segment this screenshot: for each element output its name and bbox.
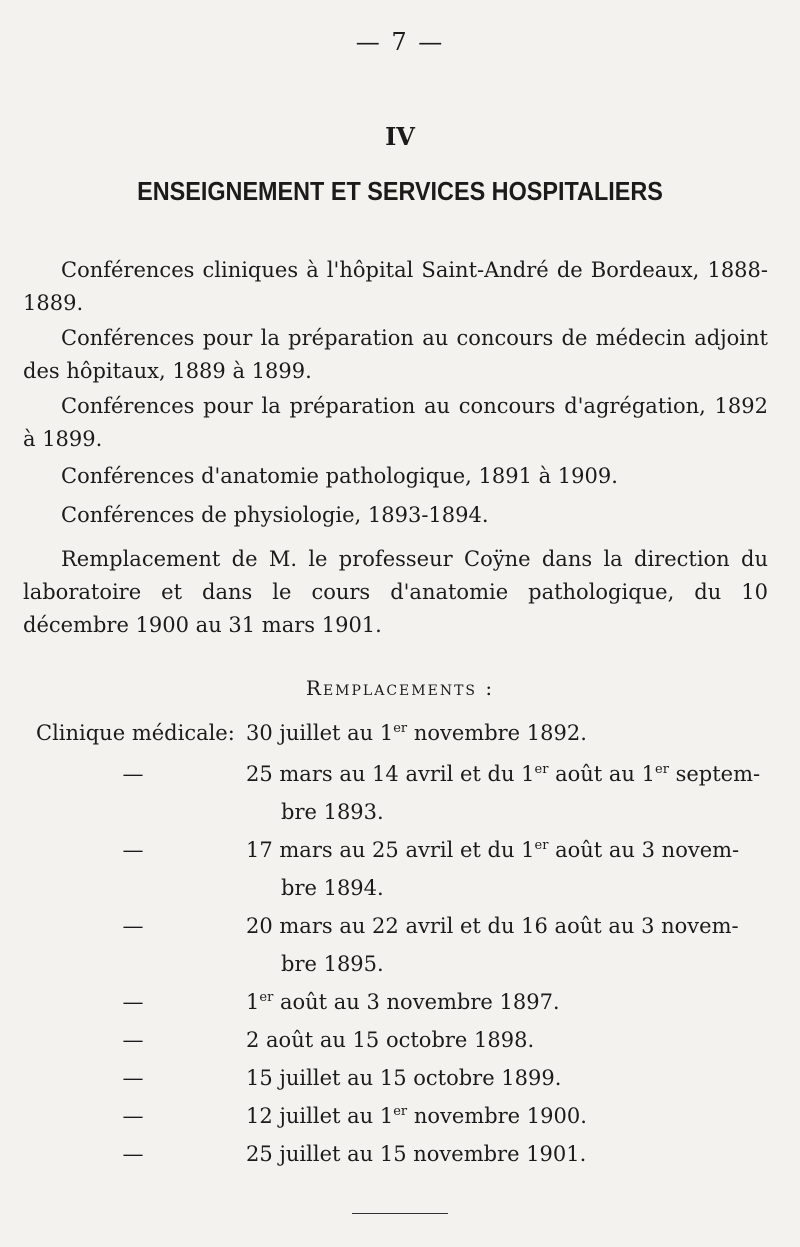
replacement-text: 17 mars au 25 avril et du 1er août au 3 novem- bre 1894. — [246, 838, 740, 900]
ditto-dash: — — [122, 838, 144, 862]
replacement-text: 20 mars au 22 avril et du 16 août au 3 novem- bre 1895. — [246, 914, 739, 976]
ditto-dash: — — [122, 990, 144, 1014]
ditto-dash: — — [122, 1142, 144, 1166]
replacement-text: 12 juillet au 1er novembre 1900. — [246, 1104, 587, 1128]
page-number: — 7 — — [355, 28, 445, 56]
paragraph-3: Conférences pour la préparation au concours d'agrégation, 1892 à 1899. — [23, 394, 768, 451]
ditto-dash: — — [122, 1066, 144, 1090]
paragraph-1: Conférences cliniques à l'hôpital Saint-André de Bordeaux, 1888-1889. — [23, 258, 768, 315]
clinic-label: Clinique médicale: — [36, 721, 235, 745]
end-rule — [352, 1213, 448, 1214]
replacement-text: 15 juillet au 15 octobre 1899. — [246, 1066, 562, 1090]
replacement-text: 30 juillet au 1er novembre 1892. — [246, 721, 587, 745]
replacement-text: 25 juillet au 15 novembre 1901. — [246, 1142, 587, 1166]
paragraph-5: Conférences de physiologie, 1893-1894. — [61, 503, 489, 527]
paragraph-2: Conférences pour la préparation au concours de médecin adjoint des hôpitaux, 1889 à 1899. — [23, 326, 768, 383]
ditto-dash: — — [122, 1104, 144, 1128]
ditto-dash: — — [122, 1028, 144, 1052]
paragraph-6: Remplacement de M. le professeur Coÿne dans la direction du laboratoire et dans le cours d'anatomie pathologique, du 10 décembre 1900 au 31 mars 1901. — [23, 547, 768, 637]
section-number: IV — [385, 122, 415, 151]
ditto-dash: — — [122, 914, 144, 938]
replacement-text: 2 août au 15 octobre 1898. — [246, 1028, 535, 1052]
section-title: ENSEIGNEMENT ET SERVICES HOSPITALIERS — [137, 176, 663, 206]
ditto-dash: — — [122, 762, 144, 786]
replacement-text: 25 mars au 14 avril et du 1er août au 1er septem- bre 1893. — [246, 762, 761, 824]
paragraph-4: Conférences d'anatomie pathologique, 1891 à 1909. — [61, 464, 618, 488]
replacement-text: 1er août au 3 novembre 1897. — [246, 990, 560, 1014]
replacements-heading: Remplacements : — [305, 676, 495, 700]
